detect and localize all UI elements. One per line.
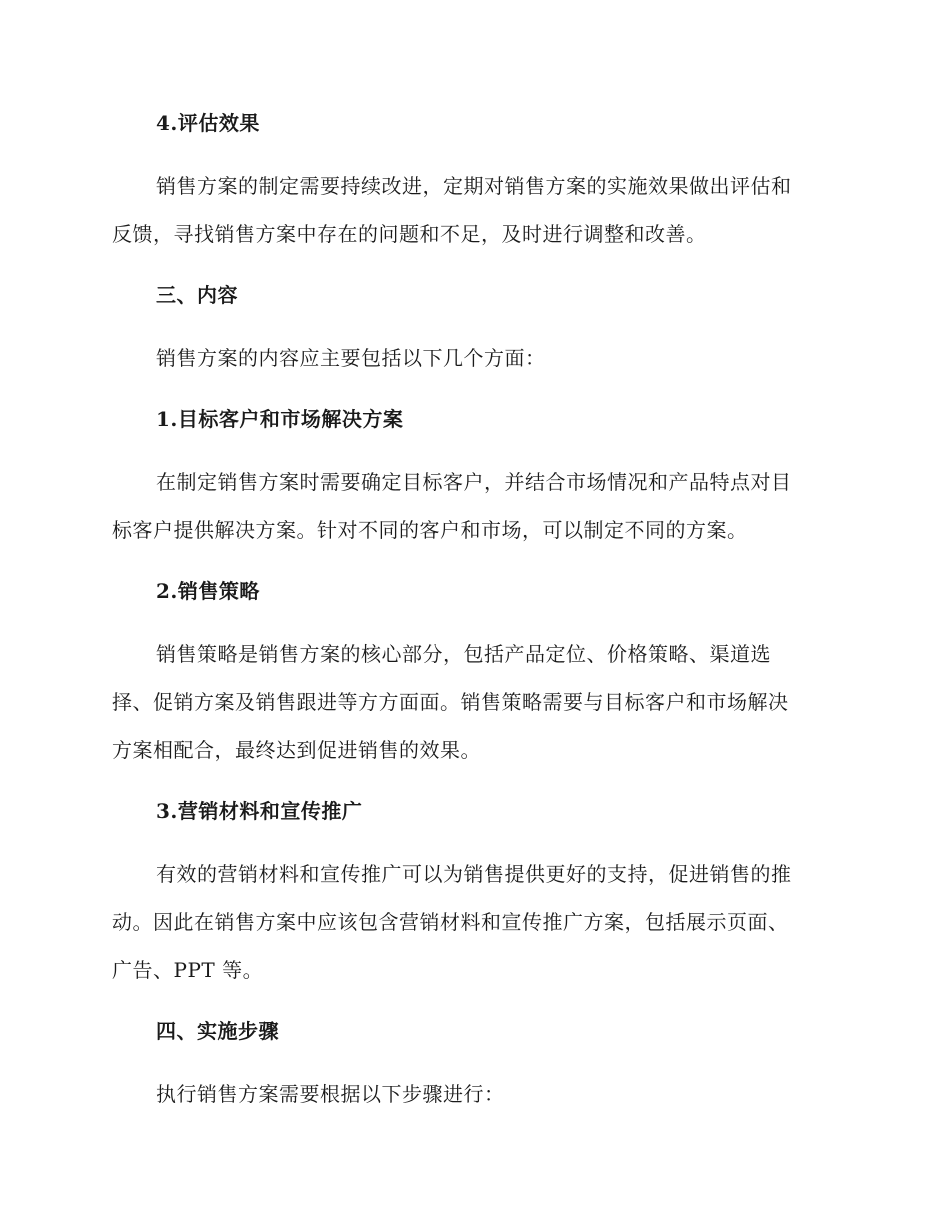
paragraph-line: 销售方案的内容应主要包括以下几个方面： [156, 346, 546, 370]
paragraph-line: 执行销售方案需要根据以下步骤进行： [156, 1082, 505, 1106]
paragraph-line: 反馈，寻找销售方案中存在的问题和不足，及时进行调整和改善。 [112, 222, 707, 246]
paragraph-evaluation [112, 162, 832, 258]
paragraph-line: 销售方案的制定需要持续改进，定期对销售方案的实施效果做出评估和 [156, 174, 792, 198]
section-heading-sales-strategy: 2.销售策略 [156, 579, 260, 603]
paragraph-line: 动。因此在销售方案中应该包含营销材料和宣传推广方案，包括展示页面、 [112, 910, 789, 934]
paragraph-content-intro [112, 334, 832, 382]
paragraph-line: 在制定销售方案时需要确定目标客户，并结合市场情况和产品特点对目 [156, 470, 792, 494]
paragraph-line: 有效的营销材料和宣传推广可以为销售提供更好的支持，促进销售的推 [156, 862, 792, 886]
paragraph-line: 方案相配合，最终达到促进销售的效果。 [112, 738, 481, 762]
paragraph-target-customers [112, 458, 832, 554]
document-body [112, 108, 832, 1118]
paragraph-line: 标客户提供解决方案。针对不同的客户和市场，可以制定不同的方案。 [112, 518, 748, 542]
section-heading-target-customers: 1.目标客户和市场解决方案 [156, 407, 404, 431]
paragraph-marketing [112, 850, 832, 994]
section-heading-implementation: 四、实施步骤 [156, 1019, 279, 1043]
section-heading-marketing: 3.营销材料和宣传推广 [156, 799, 363, 823]
paragraph-line: 择、促销方案及销售跟进等方方面面。销售策略需要与目标客户和市场解决 [112, 690, 789, 714]
paragraph-sales-strategy [112, 630, 832, 774]
paragraph-line: 销售策略是销售方案的核心部分，包括产品定位、价格策略、渠道选 [156, 642, 771, 666]
section-heading-evaluation: 4.评估效果 [156, 111, 260, 135]
section-heading-content: 三、内容 [156, 283, 238, 307]
paragraph-implementation [112, 1070, 832, 1118]
paragraph-line: 广告、PPT 等。 [112, 958, 264, 982]
